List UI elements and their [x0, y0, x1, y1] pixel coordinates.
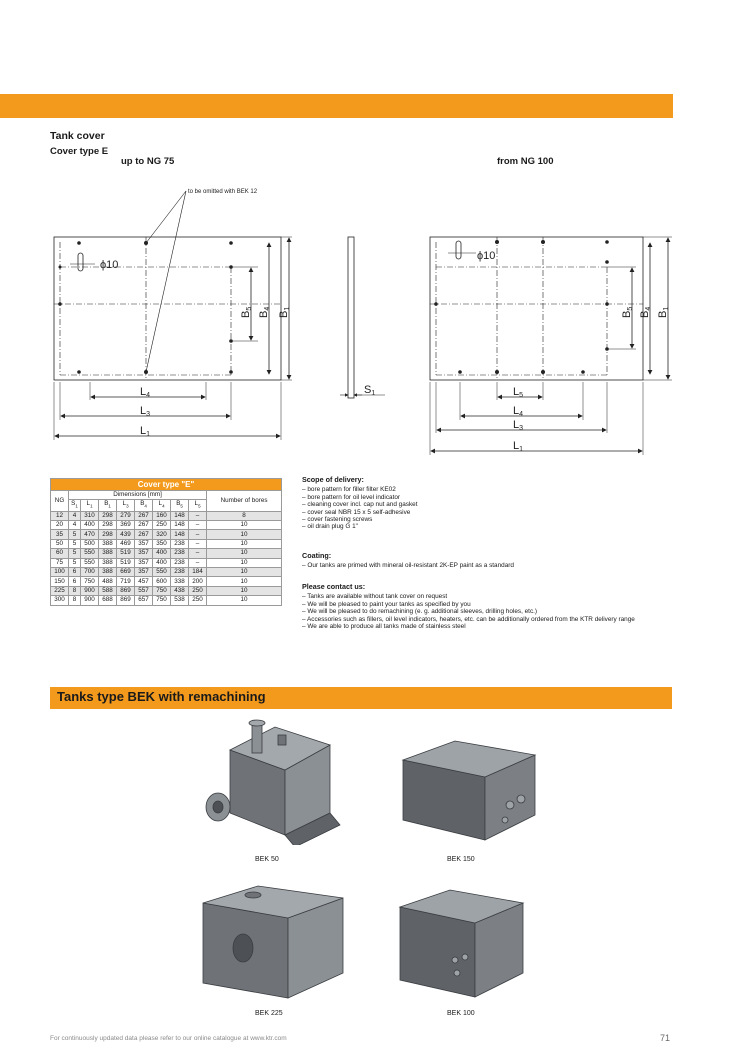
table-cell: 439 [117, 530, 135, 539]
table-cell: 869 [117, 596, 135, 605]
left-drawing-label: up to NG 75 [121, 156, 175, 167]
table-cell: 669 [117, 567, 135, 576]
table-row [51, 567, 282, 576]
table-cell: 10 [207, 558, 282, 567]
table-cell: 298 [99, 530, 117, 539]
table-cell: 148 [171, 530, 189, 539]
table-cell: 10 [207, 549, 282, 558]
dim-b5-left: B5 [240, 306, 253, 318]
table-cell: 350 [153, 539, 171, 548]
table-cell: 35 [51, 530, 69, 539]
table-cell: 388 [99, 549, 117, 558]
right-drawing-label: from NG 100 [497, 156, 554, 167]
table-cell: 550 [153, 567, 171, 576]
table-cell: 250 [153, 521, 171, 530]
table-cell: 557 [135, 586, 153, 595]
table-cell: 8 [207, 511, 282, 520]
table-cell: 900 [81, 596, 99, 605]
table-row [51, 511, 282, 520]
table-cell: 4 [69, 511, 81, 520]
table-cell: 12 [51, 511, 69, 520]
table-cell: 279 [117, 511, 135, 520]
table-cell: 869 [117, 586, 135, 595]
table-cell: 588 [99, 586, 117, 595]
scope-item: – bore pattern for filler filter KE02 [302, 486, 672, 493]
table-cell: 750 [81, 577, 99, 586]
table-cell: 469 [117, 539, 135, 548]
section-title: Tank cover [50, 130, 105, 142]
table-cell: 10 [207, 586, 282, 595]
table-column-header: $B_5$ [171, 500, 189, 511]
table-cell: 600 [153, 577, 171, 586]
dim-b1-right: B1 [657, 306, 670, 318]
table-cell: 400 [153, 549, 171, 558]
coating-block [302, 552, 672, 570]
caption-bek150: BEK 150 [447, 856, 475, 863]
scope-item: – cover fastening screws [302, 516, 672, 523]
table-row [51, 558, 282, 567]
table-cell: 10 [207, 530, 282, 539]
dia-label-right: ϕ10 [477, 250, 496, 262]
table-column-header: $S_1$ [69, 500, 81, 511]
table-cell: 10 [207, 539, 282, 548]
table-cell: 338 [171, 577, 189, 586]
table-cell: 20 [51, 521, 69, 530]
table-cell: 298 [99, 511, 117, 520]
table-caption: Cover type "E" [51, 479, 282, 491]
dim-b5-right: B5 [621, 306, 634, 318]
table-cell: – [189, 511, 207, 520]
table-cell: – [189, 521, 207, 530]
table-cell: 200 [189, 577, 207, 586]
dim-l5-right: L5 [513, 386, 524, 399]
table-cell: 688 [99, 596, 117, 605]
contact-item: – Tanks are available without tank cover on request [302, 593, 672, 600]
table-cell: 6 [69, 567, 81, 576]
table-row [51, 521, 282, 530]
scope-item: – bore pattern for oil level indicator [302, 494, 672, 501]
table-cell: 10 [207, 596, 282, 605]
table-cell: 5 [69, 549, 81, 558]
bek-section-title: Tanks type BEK with remachining [57, 689, 266, 704]
table-cell: 160 [153, 511, 171, 520]
table-cell: 750 [153, 586, 171, 595]
table-column-header: $L_3$ [117, 500, 135, 511]
coating-list [302, 562, 672, 569]
dim-l3-right: L3 [513, 419, 524, 432]
table-cell: 488 [99, 577, 117, 586]
table-cell: 900 [81, 586, 99, 595]
table-cell: 238 [171, 549, 189, 558]
table-cell: 400 [81, 521, 99, 530]
contact-item: – We will be pleased to paint your tanks as specified by you [302, 601, 672, 608]
table-cell: 400 [153, 558, 171, 567]
table-cell: 150 [51, 577, 69, 586]
table-row [51, 530, 282, 539]
table-row [51, 539, 282, 548]
table-cell: – [189, 558, 207, 567]
table-row [51, 577, 282, 586]
table-cell: 5 [69, 558, 81, 567]
table-cell: 5 [69, 530, 81, 539]
table-cell: 250 [189, 596, 207, 605]
table-row [51, 549, 282, 558]
table-cell: 8 [69, 596, 81, 605]
table-cell: 519 [117, 558, 135, 567]
table-cell: – [189, 539, 207, 548]
table-cell: – [189, 530, 207, 539]
table-cell: 267 [135, 511, 153, 520]
table-cell: 700 [81, 567, 99, 576]
table-cell: 10 [207, 521, 282, 530]
tank-illustration-bek50 [190, 715, 350, 845]
page-number: 71 [660, 1033, 671, 1043]
table-cell: 250 [189, 586, 207, 595]
dim-l4-left: L4 [140, 386, 151, 399]
table-cell: 60 [51, 549, 69, 558]
cover-dimensions-table [50, 478, 282, 606]
table-column-header: $L_4$ [153, 500, 171, 511]
scope-list [302, 486, 672, 530]
contact-heading: Please contact us: [302, 582, 366, 591]
table-cell: 8 [69, 586, 81, 595]
table-cell: 750 [153, 596, 171, 605]
table-cell: 100 [51, 567, 69, 576]
dia-label-left: ϕ10 [100, 259, 119, 271]
table-cell: 300 [51, 596, 69, 605]
table-cell: 550 [81, 558, 99, 567]
cover-technical-drawing [0, 0, 750, 470]
table-cell: 148 [171, 511, 189, 520]
table-column-header: $B_4$ [135, 500, 153, 511]
table-cell: 388 [99, 539, 117, 548]
table-cell: 50 [51, 539, 69, 548]
coating-heading: Coating: [302, 551, 332, 560]
tank-illustration-bek225 [198, 883, 348, 1003]
table-cell: 470 [81, 530, 99, 539]
contact-item: – Accessories such as fillers, oil level indicators, heaters, etc. can be additionally ordered from the KTR delivery range [302, 616, 672, 623]
table-cell: 75 [51, 558, 69, 567]
scope-item: – cover seal NBR 15 x 5 self-adhesive [302, 509, 672, 516]
table-header-bores: Number of bores [207, 491, 282, 512]
table-cell: 238 [171, 567, 189, 576]
table-header-ng: NG [51, 491, 69, 512]
contact-block [302, 583, 672, 630]
table-cell: 184 [189, 567, 207, 576]
table-cell: – [189, 549, 207, 558]
table-cell: 388 [99, 558, 117, 567]
contact-item: – We are able to produce all tanks made of stainless steel [302, 623, 672, 630]
table-cell: 538 [171, 596, 189, 605]
table-row [51, 596, 282, 605]
scope-item: – oil drain plug G 1" [302, 523, 672, 530]
scope-item: – cleaning cover incl. cap nut and gasket [302, 501, 672, 508]
section-subtitle: Cover type E [50, 146, 109, 157]
table-cell: 10 [207, 577, 282, 586]
dim-b4-right: B4 [639, 306, 652, 318]
footer-note: For continuously updated data please refer to our online catalogue at www.ktr.com [50, 1035, 287, 1042]
omit-note: to be omitted with BEK 12 [188, 189, 258, 195]
table-cell: 438 [171, 586, 189, 595]
table-cell: 388 [99, 567, 117, 576]
table-cell: 238 [171, 539, 189, 548]
dim-b1-left: B1 [278, 306, 291, 318]
cover-side-profile [348, 237, 354, 398]
table-cell: 4 [69, 521, 81, 530]
tank-illustration-bek100 [395, 885, 535, 1000]
scope-heading: Scope of delivery: [302, 475, 364, 484]
table-cell: 357 [135, 567, 153, 576]
table-cell: 267 [135, 530, 153, 539]
table-header-dimensions: Dimensions [mm] [69, 491, 207, 500]
caption-bek50: BEK 50 [255, 856, 279, 863]
table-cell: 719 [117, 577, 135, 586]
caption-bek225: BEK 225 [255, 1010, 283, 1017]
table-cell: 310 [81, 511, 99, 520]
contact-item: – We will be pleased to do remachining (e. g. additional sleeves, drilling holes, etc.) [302, 608, 672, 615]
table-cell: 519 [117, 549, 135, 558]
caption-bek100: BEK 100 [447, 1010, 475, 1017]
table-cell: 10 [207, 567, 282, 576]
dim-l4-right: L4 [513, 405, 524, 418]
contact-list [302, 593, 672, 630]
table-cell: 5 [69, 539, 81, 548]
table-cell: 657 [135, 596, 153, 605]
table-cell: 148 [171, 521, 189, 530]
table-cell: 6 [69, 577, 81, 586]
table-cell: 267 [135, 521, 153, 530]
table-cell: 298 [99, 521, 117, 530]
table-cell: 238 [171, 558, 189, 567]
table-body [51, 511, 282, 605]
scope-block [302, 476, 672, 531]
table-column-header: $L_5$ [189, 500, 207, 511]
table-column-header: $B_1$ [99, 500, 117, 511]
table-cell: 357 [135, 558, 153, 567]
table-cell: 369 [117, 521, 135, 530]
dim-l3-left: L3 [140, 405, 151, 418]
dim-b4-left: B4 [258, 306, 271, 318]
table-cell: 500 [81, 539, 99, 548]
coating-item: – Our tanks are primed with mineral oil-resistant 2K-EP paint as a standard [302, 562, 672, 569]
dim-l1-right: L1 [513, 440, 524, 453]
dim-s1: S1 [364, 384, 376, 397]
table-cell: 225 [51, 586, 69, 595]
table-column-header: $L_1$ [81, 500, 99, 511]
right-cover-outline [430, 237, 643, 380]
table-row [51, 586, 282, 595]
table-cell: 357 [135, 539, 153, 548]
table-cell: 457 [135, 577, 153, 586]
table-cell: 320 [153, 530, 171, 539]
tank-illustration-bek150 [395, 735, 545, 845]
dim-l1-left: L1 [140, 425, 151, 438]
table-cell: 357 [135, 549, 153, 558]
table-cell: 550 [81, 549, 99, 558]
